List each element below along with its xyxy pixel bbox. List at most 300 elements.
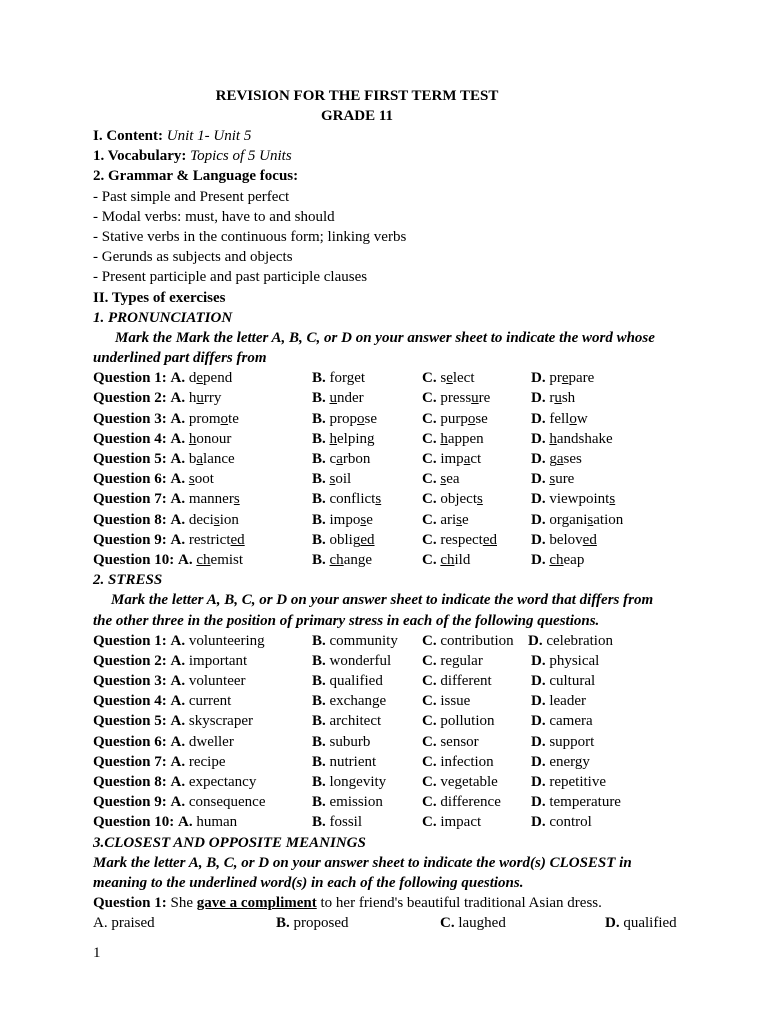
word-part: sh [561, 390, 576, 407]
word-part: oot [194, 471, 214, 488]
question-label: Question 1: [93, 632, 167, 649]
option-letter: B. [312, 451, 326, 467]
option-word: support [549, 733, 595, 750]
option-letter: B. [312, 753, 326, 770]
option-a [93, 752, 226, 772]
word-part: for [329, 370, 347, 387]
option-letter: A. [170, 632, 186, 649]
option-letter: C. [422, 370, 437, 387]
word-part: r [549, 390, 555, 407]
underlined-part: s [456, 511, 463, 528]
option-letter: B. [312, 774, 326, 790]
option-c: C. laughed [440, 915, 506, 932]
word-part: ea [446, 471, 460, 488]
underlined-part: o [467, 410, 476, 427]
option-a [93, 631, 265, 651]
option-letter: D. [531, 814, 546, 831]
question-label: Question 2: [93, 390, 167, 407]
option-c [422, 671, 492, 691]
option-a [93, 469, 214, 489]
option-letter: B. [312, 511, 326, 528]
underlined-part: ch [329, 551, 344, 568]
option-c [422, 550, 470, 570]
option-word: energy [549, 753, 590, 770]
word-part: ses [563, 451, 582, 467]
stress-question [93, 792, 713, 812]
option-letter: B. [312, 551, 326, 568]
question-label: Question 10: [93, 814, 175, 831]
option-letter: D. [528, 632, 543, 649]
question-label: Question 2: [93, 652, 167, 669]
underlined-part: o [569, 410, 577, 427]
option-d [531, 388, 575, 408]
option-b [312, 409, 377, 429]
underlined-part: h [549, 430, 557, 447]
option-letter: D. [531, 753, 546, 770]
pronunciation-instruction-line1: Mark the Mark the letter A, B, C, or D on your answer sheet to indicate the word whose [115, 329, 655, 346]
option-c [422, 792, 501, 812]
word-part: re [478, 390, 491, 407]
option-letter: A. [170, 673, 186, 690]
option-letter: C. [422, 430, 437, 447]
option-a [93, 792, 266, 812]
option-word: control [549, 814, 592, 831]
word-part: impo [329, 511, 361, 528]
underlined-part: s [587, 511, 594, 528]
question-label: Question 10: [93, 551, 175, 568]
option-word: regular [440, 652, 483, 669]
option-letter: D. [531, 410, 546, 427]
option-c [422, 368, 475, 388]
option-word: architect [329, 713, 382, 730]
question-label: Question 9: [93, 531, 167, 548]
option-word: community [329, 632, 398, 649]
grammar-item: - Gerunds as subjects and objects [93, 249, 293, 266]
option-letter: C. [422, 713, 437, 730]
option-word: volunteer [188, 673, 246, 690]
grammar-item: - Present participle and past participle clauses [93, 269, 368, 286]
word-part: appen [447, 430, 484, 447]
question-label: Question 5: [93, 713, 167, 730]
option-a [93, 449, 235, 469]
grammar-list [93, 187, 713, 288]
option-letter: D. [531, 733, 546, 750]
option-a [93, 409, 239, 429]
option-b [312, 388, 364, 408]
option-letter: A. [170, 693, 186, 710]
option-a [93, 691, 231, 711]
option-c [422, 409, 488, 429]
underlined-part: o [220, 410, 229, 427]
option-letter: B. [312, 491, 326, 508]
option-word: issue [440, 693, 471, 710]
option-letter: A. [170, 451, 186, 467]
question-label: Question 4: [93, 693, 167, 710]
word-part: ation [593, 511, 624, 528]
stress-question [93, 732, 713, 752]
option-letter: D. [531, 390, 546, 407]
grammar-item: - Past simple and Present perfect [93, 188, 290, 205]
question-label: Question 8: [93, 774, 167, 790]
option-letter: C. [422, 451, 437, 467]
word-part: restrict [188, 531, 231, 548]
question-label: Question 7: [93, 491, 167, 508]
option-letter: A. [170, 753, 186, 770]
stress-question [93, 752, 713, 772]
stress-question-list [93, 631, 713, 833]
pronunciation-question-list [93, 368, 713, 570]
option-letter: B. [312, 693, 326, 710]
word-part: oil [335, 471, 352, 488]
underlined-part: h [440, 430, 448, 447]
option-letter: B. [312, 430, 326, 447]
option-letter: B. [312, 410, 326, 427]
content-line: I. Content: Unit 1- Unit 5 [93, 128, 252, 144]
option-word: repetitive [549, 774, 606, 790]
option-d [531, 469, 574, 489]
option-word: temperature [549, 794, 621, 811]
word-part: d [188, 370, 197, 387]
option-word: longevity [329, 774, 387, 790]
option-c [422, 732, 479, 752]
option-d [531, 489, 615, 509]
grammar-item: - Stative verbs in the continuous form; linking verbs [93, 228, 407, 245]
option-word: consequence [188, 794, 266, 811]
underlined-part: a [336, 451, 343, 467]
option-word: recipe [188, 753, 226, 770]
word-part: c [329, 451, 337, 467]
option-letter: D. [531, 430, 546, 447]
option-letter: C. [422, 733, 437, 750]
word-part: purp [440, 410, 468, 427]
types-heading: II. Types of exercises [93, 289, 226, 306]
word-part: fell [549, 410, 570, 427]
option-b [312, 510, 373, 530]
option-d [531, 651, 599, 671]
underlined-part: ed [482, 531, 497, 548]
option-word: different [440, 673, 492, 690]
word-part: ure [555, 471, 575, 488]
document-title-block [157, 86, 557, 126]
option-letter: D. [531, 531, 546, 548]
stress-question [93, 691, 713, 711]
option-letter: B. [312, 733, 326, 750]
closest-instruction-line2: meaning to the underlined word(s) in each of the following questions. [93, 874, 524, 891]
option-d: D. qualified [605, 915, 677, 932]
option-word: qualified [329, 673, 383, 690]
pronunciation-instruction-line2: underlined part differs from [93, 350, 267, 367]
option-a [93, 489, 240, 509]
option-word: wonderful [329, 652, 392, 669]
option-word: impact [440, 814, 482, 831]
word-part: ild [454, 551, 471, 568]
option-word: current [188, 693, 232, 710]
option-word: fossil [329, 814, 363, 831]
question-label: Question 1: [93, 370, 167, 387]
option-letter: A. [170, 370, 186, 387]
option-letter: A. [178, 814, 193, 831]
pronunciation-question [93, 469, 713, 489]
underlined-part: o [357, 410, 365, 427]
word-part: pend [203, 370, 233, 387]
option-b: B. proposed [276, 915, 349, 932]
word-part: pr [549, 370, 562, 387]
option-word: infection [440, 753, 494, 770]
question-label: Question 7: [93, 753, 167, 770]
pronunciation-question [93, 388, 713, 408]
word-part: ange [343, 551, 373, 568]
option-letter: D. [531, 693, 546, 710]
option-a [93, 368, 232, 388]
question-label: Question 4: [93, 430, 167, 447]
option-letter: A. [170, 794, 186, 811]
option-letter: B. [312, 713, 326, 730]
underlined-part: ed [582, 531, 597, 548]
word-part: prom [188, 410, 221, 427]
option-b [312, 429, 375, 449]
option-letter: D. [531, 713, 546, 730]
underlined-part: u [471, 390, 479, 407]
option-letter: A. [170, 774, 186, 790]
option-b [312, 469, 351, 489]
underlined-part: s [233, 491, 240, 508]
option-letter: C. [422, 531, 437, 548]
option-letter: C. [422, 410, 437, 427]
question-label: Question 6: [93, 471, 167, 488]
option-c [422, 631, 514, 651]
underlined-part: u [554, 390, 562, 407]
option-c [422, 449, 481, 469]
word-part: se [475, 410, 488, 427]
word-part: ct [470, 451, 482, 467]
option-b [312, 711, 381, 731]
word-part: onour [196, 430, 232, 447]
grammar-item: - Modal verbs: must, have to and should [93, 208, 335, 225]
option-d [528, 631, 613, 651]
option-letter: C. [422, 471, 437, 488]
option-letter: B. [312, 673, 326, 690]
word-part: s [440, 370, 447, 387]
word-part: se [364, 410, 378, 427]
document-body [93, 126, 713, 934]
vocabulary-line: 1. Vocabulary: Topics of 5 Units [93, 148, 292, 165]
option-letter: B. [312, 390, 326, 407]
underlined-part: ch [440, 551, 455, 568]
word-part: elping [337, 430, 375, 447]
option-word: leader [549, 693, 586, 710]
word-part: ari [440, 511, 457, 528]
option-letter: A. [170, 410, 186, 427]
word-part: eap [563, 551, 585, 568]
underlined-part: a [463, 451, 471, 467]
option-letter: C. [422, 652, 437, 669]
word-part: e [462, 511, 469, 528]
option-word: camera [549, 713, 593, 730]
option-c [422, 651, 483, 671]
word-part: viewpoint [549, 491, 610, 508]
option-b [312, 772, 386, 792]
option-d [531, 792, 621, 812]
option-b [312, 732, 370, 752]
underlined-part: ed [360, 531, 375, 548]
underlined-part: ed [230, 531, 245, 548]
option-word: sensor [440, 733, 479, 750]
option-d [531, 449, 582, 469]
option-word: human [196, 814, 238, 831]
option-letter: D. [531, 774, 546, 790]
word-part: deci [188, 511, 214, 528]
underlined-part: s [188, 471, 195, 488]
option-word: cultural [549, 673, 596, 690]
option-word: vegetable [440, 774, 498, 790]
option-word: suburb [329, 733, 371, 750]
option-c [422, 489, 483, 509]
option-b [312, 550, 372, 570]
option-letter: C. [422, 814, 437, 831]
pronunciation-question [93, 550, 713, 570]
option-b [312, 752, 376, 772]
option-letter: D. [531, 370, 546, 387]
option-a [93, 388, 221, 408]
option-a [93, 711, 253, 731]
option-letter: D. [531, 451, 546, 467]
underlined-part: g [346, 370, 355, 387]
option-letter: D. [531, 491, 546, 508]
word-part: respect [440, 531, 483, 548]
option-letter: B. [312, 814, 326, 831]
word-part: pare [568, 370, 595, 387]
option-a [93, 651, 247, 671]
word-part: e [366, 511, 373, 528]
word-part: w [576, 410, 588, 427]
option-letter: C. [422, 511, 437, 528]
underlined-part: s [440, 471, 447, 488]
option-d [531, 368, 594, 388]
option-letter: B. [312, 632, 326, 649]
word-part: lance [203, 451, 235, 467]
option-b [312, 671, 383, 691]
option-letter: B. [312, 370, 326, 387]
option-letter: D. [531, 551, 546, 568]
option-d [531, 510, 623, 530]
document-title: REVISION FOR THE FIRST TERM TEST [215, 88, 499, 104]
grade-label: GRADE 11 [320, 108, 394, 125]
word-part: conflict [329, 491, 376, 508]
option-letter: A. [170, 430, 186, 447]
stress-instruction-line2: the other three in the position of primary stress in each of the following questions. [93, 612, 600, 629]
word-part: emist [210, 551, 244, 568]
question-label: Question 3: [93, 410, 167, 427]
option-b [312, 449, 370, 469]
option-letter: A. [170, 531, 186, 548]
option-word: important [188, 652, 248, 669]
underlined-part: e [196, 370, 204, 387]
question-label: Question 8: [93, 511, 167, 528]
option-word: exchange [329, 693, 387, 710]
option-d [531, 671, 595, 691]
stress-question [93, 812, 713, 832]
option-a [93, 772, 256, 792]
option-letter: C. [422, 794, 437, 811]
word-part: ion [219, 511, 239, 528]
option-letter: A. [170, 390, 186, 407]
option-word: volunteering [188, 632, 265, 649]
option-d [531, 732, 594, 752]
word-part: rbon [342, 451, 371, 467]
option-c [422, 510, 469, 530]
option-letter: A. [170, 491, 186, 508]
option-c [422, 530, 497, 550]
word-part: prop [329, 410, 358, 427]
underlined-part: a [556, 451, 564, 467]
option-c [422, 388, 490, 408]
closest-question-1: Question 1: She gave a compliment to her friend's beautiful traditional Asian dress. [93, 895, 602, 912]
word-part: nder [337, 390, 364, 407]
option-word: celebration [546, 632, 613, 649]
underlined-phrase: gave a compliment [196, 895, 317, 912]
underlined-part: s [360, 511, 367, 528]
option-c [422, 469, 460, 489]
stress-question [93, 671, 713, 691]
option-d [531, 550, 584, 570]
word-part: rry [203, 390, 222, 407]
stress-question [93, 772, 713, 792]
option-d [531, 711, 593, 731]
pronunciation-question [93, 489, 713, 509]
option-a [93, 732, 234, 752]
word-part: g [549, 451, 557, 467]
option-c [422, 812, 481, 832]
pronunciation-question [93, 510, 713, 530]
underlined-part: s [609, 491, 616, 508]
option-letter: C. [422, 774, 437, 790]
option-letter: C. [422, 551, 437, 568]
word-part: belov [549, 531, 583, 548]
option-d [531, 812, 592, 832]
option-d [531, 691, 586, 711]
pronunciation-heading: 1. PRONUNCIATION [93, 309, 233, 326]
stress-question [93, 651, 713, 671]
option-c [422, 429, 484, 449]
option-letter: D. [531, 673, 546, 690]
question-label: Question 5: [93, 451, 167, 467]
option-word: difference [440, 794, 501, 811]
closest-heading: 3.CLOSEST AND OPPOSITE MEANINGS [93, 834, 366, 851]
option-word: skyscraper [188, 713, 253, 730]
option-letter: D. [531, 471, 546, 488]
option-letter: D. [531, 511, 546, 528]
underlined-part: e [561, 370, 569, 387]
option-c [422, 691, 470, 711]
option-a [93, 530, 245, 550]
option-b [312, 489, 381, 509]
underlined-part: s [477, 491, 483, 508]
underlined-part: h [329, 430, 338, 447]
option-letter: D. [531, 652, 546, 669]
word-part: te [228, 410, 239, 427]
option-word: physical [549, 652, 600, 669]
underlined-part: a [196, 451, 204, 467]
word-part: manner [188, 491, 234, 508]
word-part: imp [440, 451, 464, 467]
option-d [531, 429, 613, 449]
option-a [93, 812, 237, 832]
underlined-part: s [329, 471, 336, 488]
underlined-part: e [446, 370, 453, 387]
option-letter: B. [312, 652, 326, 669]
page-number: 1 [93, 945, 101, 961]
stress-instruction-line1: Mark the letter A, B, C, or D on your answer sheet to indicate the word that differs from [111, 592, 654, 609]
